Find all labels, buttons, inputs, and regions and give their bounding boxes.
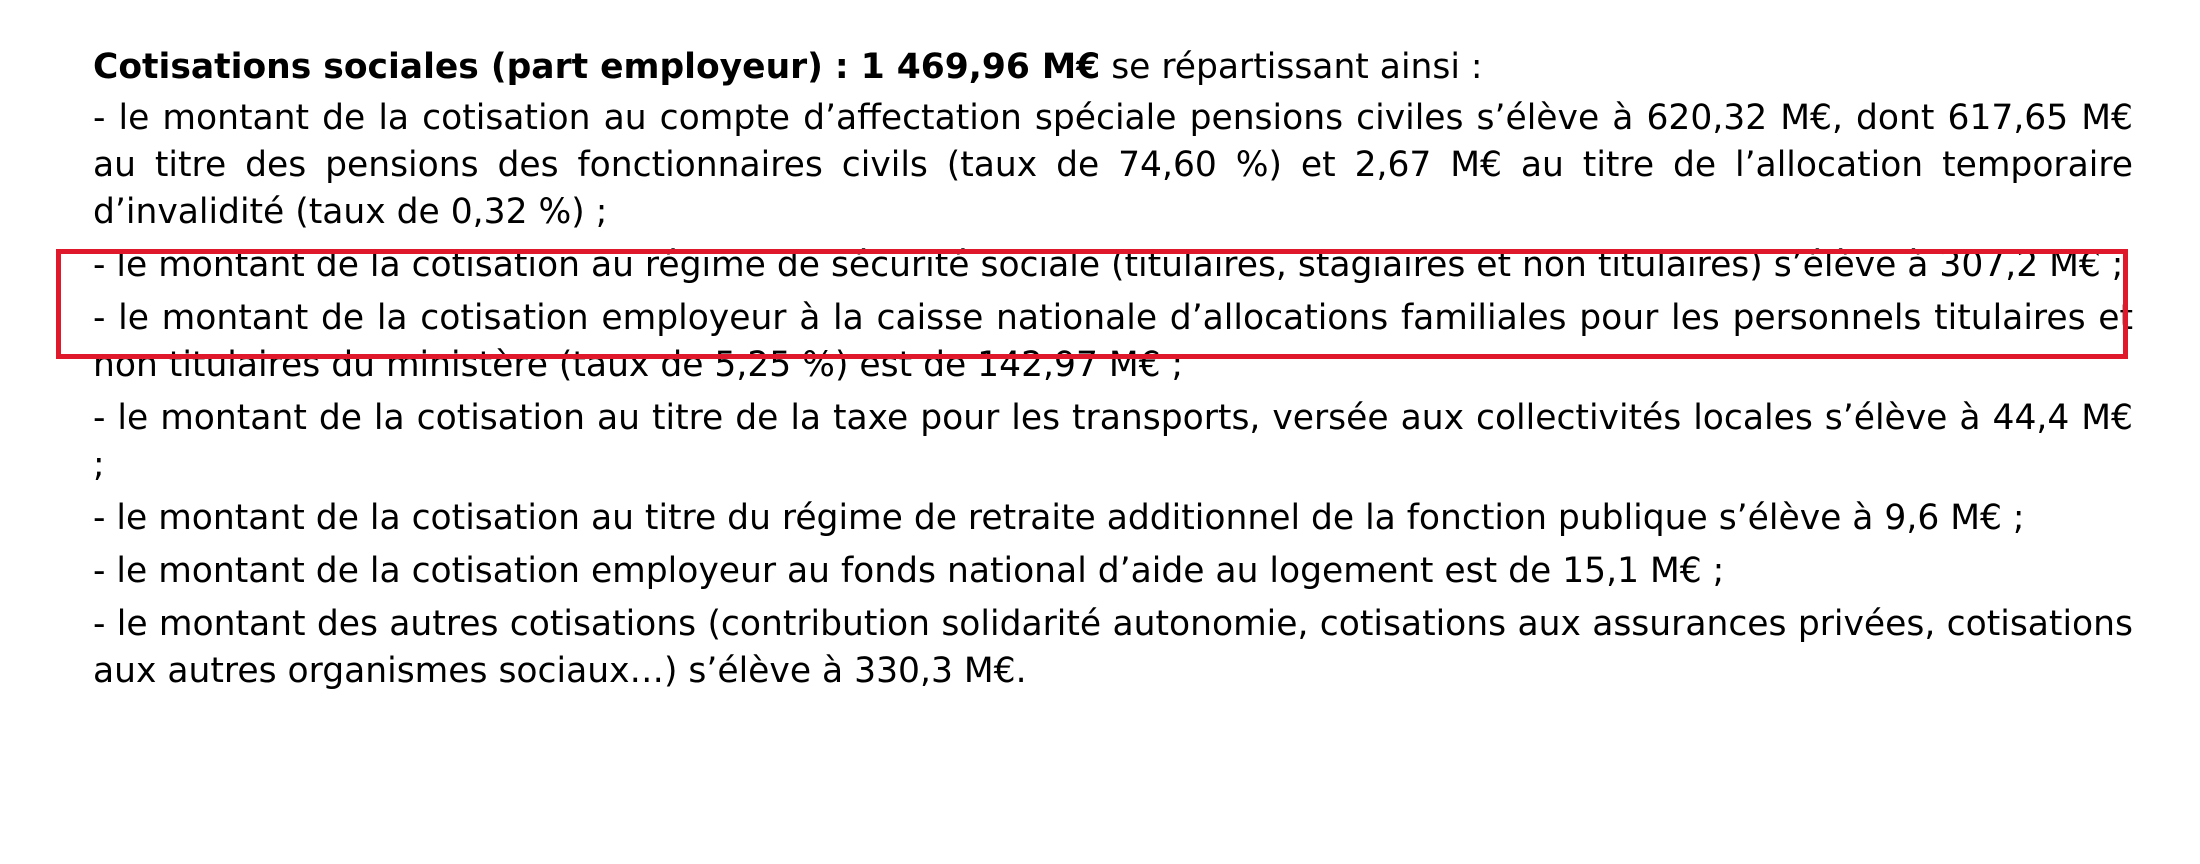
item-pensions-civiles: - le montant de la cotisation au compte d’affectation spéciale pensions civiles s’élève à 620,32 M€, dont 617,65 M€ au titre des pensions des fonctionnaires civils (taux de 74,60 %) et 2,67 M€ au titre de l’allocation temporaire d’invalidité (taux de 0,32 %) ;	[93, 98, 2133, 232]
item-allocations-familiales: - le montant de la cotisation employeur à la caisse nationale d’allocations familiales pour les personnels titulaires et non titulaires du ministère (taux de 5,25 %) est de 142,97 M€ ;	[93, 298, 2133, 385]
heading-bold-text: Cotisations sociales (part employeur) : 1 469,96 M€	[93, 47, 1101, 87]
document-body	[93, 44, 2133, 701]
section-heading	[93, 44, 2133, 91]
item-taxe-transports: - le montant de la cotisation au titre de la taxe pour les transports, versée aux collectivités locales s’élève à 44,4 M€ ;	[93, 398, 2133, 485]
heading-rest-text: se répartissant ainsi :	[1100, 47, 1483, 87]
item-autres-cotisations: - le montant des autres cotisations (contribution solidarité autonomie, cotisations aux assurances privées, cotisations aux autres organismes sociaux…) s’élève à 330,3 M€.	[93, 604, 2133, 691]
item-retraite-additionnelle: - le montant de la cotisation au titre du régime de retraite additionnel de la fonction publique s’élève à 9,6 M€ ;	[93, 498, 2025, 538]
item-securite-sociale: - le montant de la cotisation au régime de sécurité sociale (titulaires, stagiaires et non titulaires) s’élève à 307,2 M€ ;	[93, 245, 2124, 285]
item-fonds-logement: - le montant de la cotisation employeur au fonds national d’aide au logement est de 15,1 M€ ;	[93, 551, 1725, 591]
